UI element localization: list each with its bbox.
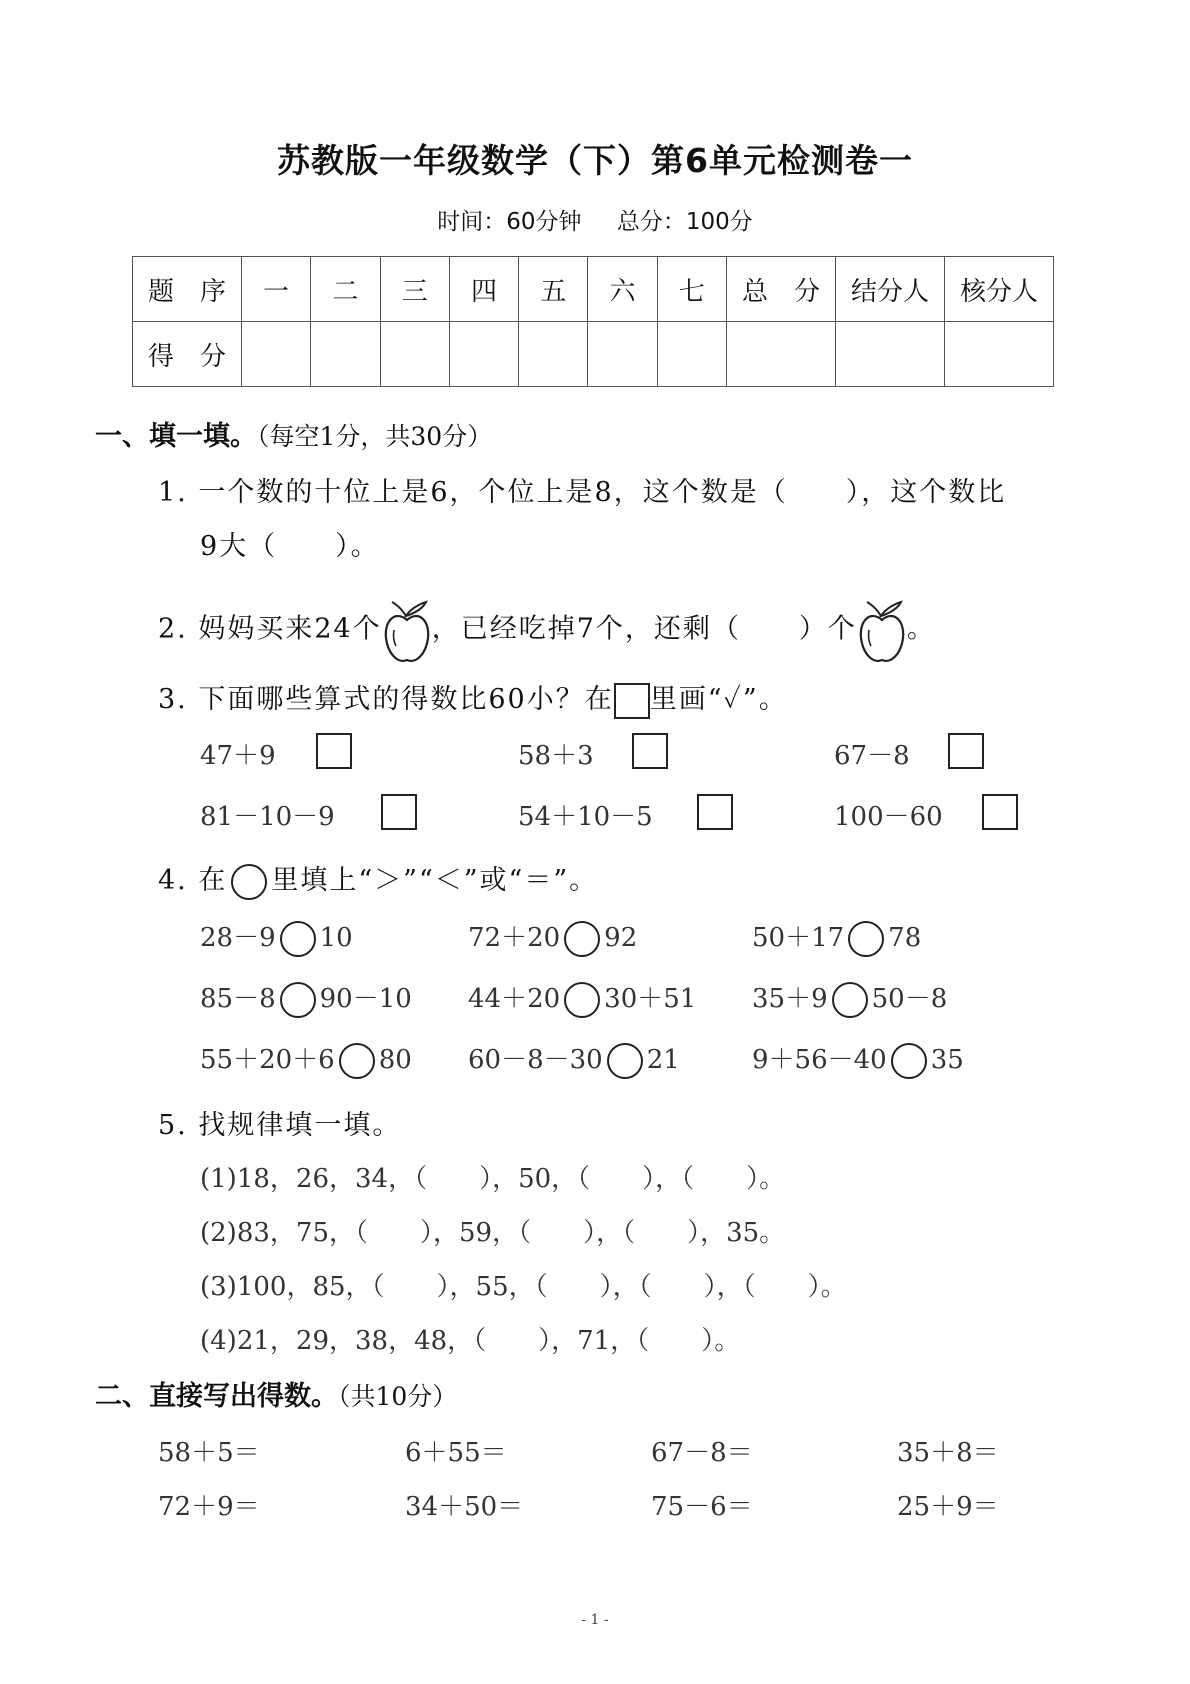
question-1-line2: 9大（ ）。 (200, 531, 380, 562)
score-header-cell: 七 (657, 257, 726, 322)
q4-item (200, 978, 412, 1018)
q3-item (518, 796, 653, 833)
pattern-line: (1)18，26，34，（ ），50，（ ），（ ）。 (200, 1164, 786, 1194)
q4-left: 44＋20 (468, 984, 561, 1014)
calc-item: 25＋9＝ (897, 1492, 999, 1522)
score-input-cell[interactable] (727, 322, 836, 387)
section2-note: （共10分） (338, 1382, 458, 1411)
q4-left: 50＋17 (752, 923, 845, 953)
q4-right: 80 (378, 1045, 412, 1075)
pattern-line: (4)21，29，38，48，（ ），71，（ ）。 (200, 1326, 741, 1356)
section1-heading (95, 414, 492, 453)
q2-text-a: 2. 妈妈买来24个 (158, 613, 382, 645)
total-score: 总分：100分 (616, 209, 753, 235)
q3-text-b: 里画“✓”。 (649, 684, 788, 715)
q3-item (518, 735, 594, 772)
compare-circle[interactable] (280, 982, 316, 1018)
calc-item: 58＋5＝ (158, 1438, 260, 1468)
answer-circle-icon (231, 864, 267, 900)
q4-left: 60－8－30 (468, 1045, 603, 1075)
q4-left: 72＋20 (468, 923, 561, 953)
q3-item (200, 735, 276, 772)
score-input-cell[interactable] (657, 322, 726, 387)
compare-circle[interactable] (339, 1043, 375, 1079)
score-header-cell: 六 (588, 257, 657, 322)
apple-icon (857, 594, 907, 666)
q2-text-c: 。 (906, 613, 936, 645)
calc-item: 75－6＝ (651, 1492, 753, 1522)
calc-item: 72＋9＝ (158, 1492, 260, 1522)
q4-right: 21 (646, 1045, 680, 1075)
q4-item (752, 978, 947, 1018)
pattern-line: (3)100，85，（ ），55，（ ），（ ），（ ）。 (200, 1272, 847, 1302)
check-box[interactable] (697, 794, 733, 830)
compare-circle[interactable] (564, 921, 600, 957)
q4-right: 30＋51 (604, 984, 697, 1014)
page-title: 苏教版一年级数学（下）第6单元检测卷一 (277, 141, 913, 180)
q4-item (752, 1039, 964, 1079)
score-header-cell: 一 (242, 257, 311, 322)
q4-item (200, 917, 353, 957)
q2-text-b: ，已经吃掉7个，还剩（ ）个 (431, 613, 857, 645)
score-header-cell: 核分人 (945, 257, 1054, 322)
compare-circle[interactable] (607, 1043, 643, 1079)
q4-left: 9＋56－40 (752, 1045, 887, 1075)
question-5-title: 5. 找规律填一填。 (158, 1110, 402, 1141)
compare-circle[interactable] (832, 982, 868, 1018)
score-input-cell[interactable] (945, 322, 1054, 387)
q3-item (200, 796, 335, 833)
score-table-score-row (133, 322, 1054, 387)
question-2 (158, 594, 936, 666)
score-input-cell[interactable] (311, 322, 380, 387)
q4-right: 90－10 (319, 984, 412, 1014)
calc-item: 6＋55＝ (405, 1438, 507, 1468)
section1-note: （每空1分，共30分） (257, 422, 493, 451)
compare-circle[interactable] (848, 921, 884, 957)
q4-left: 55＋20＋6 (200, 1045, 335, 1075)
q3-item (834, 735, 910, 772)
q3-expression: 67－8 (834, 741, 910, 771)
score-row-label: 得 分 (133, 322, 242, 387)
q4-right: 35 (930, 1045, 964, 1075)
question-3 (158, 677, 788, 719)
score-input-cell[interactable] (519, 322, 588, 387)
q3-expression: 81－10－9 (200, 802, 335, 832)
section2-heading (95, 1374, 457, 1413)
score-input-cell[interactable] (449, 322, 518, 387)
score-input-cell[interactable] (380, 322, 449, 387)
q4-right: 10 (319, 923, 353, 953)
score-table (132, 256, 1054, 387)
check-box[interactable] (316, 733, 352, 769)
score-header-cell: 二 (311, 257, 380, 322)
score-header-cell: 结分人 (836, 257, 945, 322)
q4-left: 28－9 (200, 923, 276, 953)
score-header-cell: 题 序 (133, 257, 242, 322)
q4-right: 78 (888, 923, 922, 953)
check-box[interactable] (632, 733, 668, 769)
score-table-header-row (133, 257, 1054, 322)
score-header-cell: 四 (449, 257, 518, 322)
q4-item (468, 978, 696, 1018)
check-box[interactable] (381, 794, 417, 830)
calc-item: 34＋50＝ (405, 1492, 524, 1522)
q3-expression: 100－60 (834, 802, 943, 832)
q4-text-b: 里填上“＞”“＜”或“＝”。 (271, 865, 599, 896)
q3-item (834, 796, 943, 833)
calc-item: 67－8＝ (651, 1438, 753, 1468)
q4-item (468, 1039, 680, 1079)
q4-item (752, 917, 921, 957)
compare-circle[interactable] (280, 921, 316, 957)
check-box[interactable] (982, 794, 1018, 830)
pattern-line: (2)83，75，（ ），59，（ ），（ ），35。 (200, 1218, 786, 1248)
q3-expression: 54＋10－5 (518, 802, 653, 832)
q3-expression: 58＋3 (518, 741, 594, 771)
q4-right: 50－8 (871, 984, 948, 1014)
q4-left: 35＋9 (752, 984, 828, 1014)
q4-right: 92 (604, 923, 638, 953)
q4-text-a: 4. 在 (158, 865, 228, 896)
q4-item (468, 917, 637, 957)
score-input-cell[interactable] (242, 322, 311, 387)
apple-icon (382, 594, 432, 666)
time-limit: 时间：60分钟 (437, 209, 582, 235)
score-input-cell[interactable] (588, 322, 657, 387)
section1-title: 一、填一填。 (95, 421, 257, 452)
compare-circle[interactable] (891, 1043, 927, 1079)
score-header-cell: 总 分 (727, 257, 836, 322)
score-header-cell: 五 (519, 257, 588, 322)
page-number: - 1 - (581, 1612, 609, 1628)
q3-text-a: 3. 下面哪些算式的得数比60小？在 (158, 684, 614, 715)
score-input-cell[interactable] (836, 322, 945, 387)
question-1-line1: 1. 一个数的十位上是6，个位上是8，这个数是（ ），这个数比 (158, 477, 1007, 508)
q3-expression: 47＋9 (200, 741, 276, 771)
score-header-cell: 三 (380, 257, 449, 322)
compare-circle[interactable] (564, 982, 600, 1018)
question-4 (158, 858, 598, 900)
exam-info (0, 203, 1190, 236)
calc-item: 35＋8＝ (897, 1438, 999, 1468)
section2-title: 二、直接写出得数。 (95, 1381, 338, 1412)
q4-item (200, 1039, 412, 1079)
answer-box-icon (614, 683, 650, 719)
q4-left: 85－8 (200, 984, 276, 1014)
check-box[interactable] (948, 733, 984, 769)
